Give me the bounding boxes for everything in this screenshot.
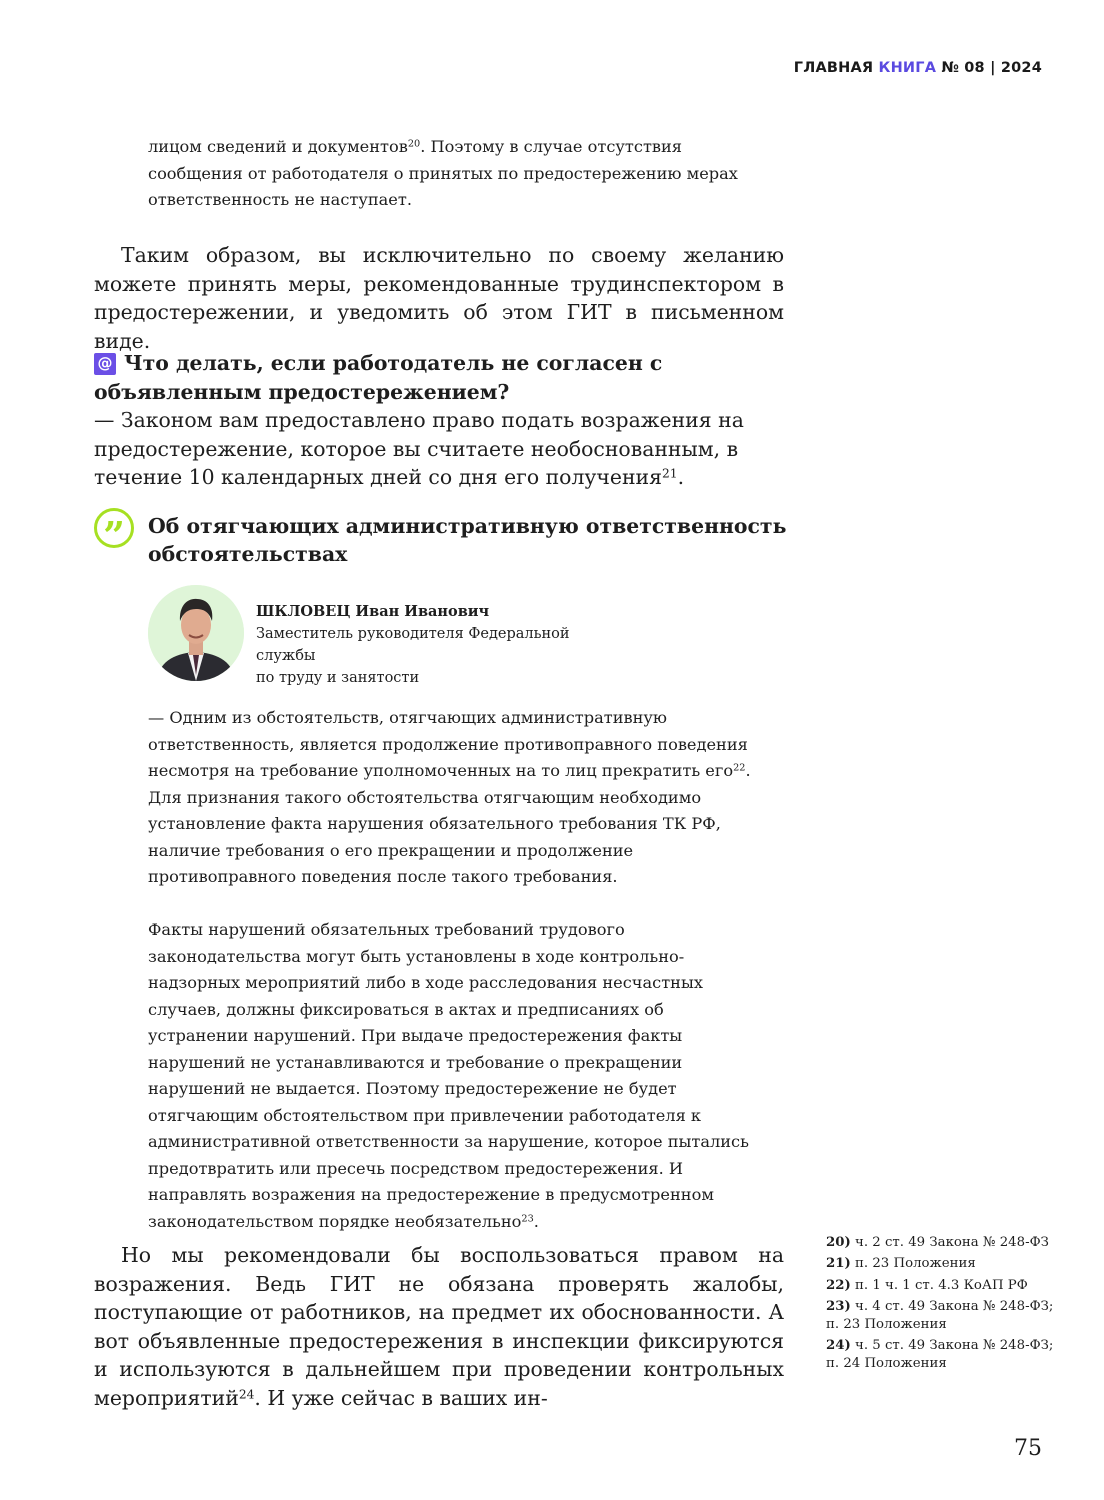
footnote-21: 21) п. 23 Положения <box>826 1256 976 1272</box>
footnote-ref-22[interactable]: 22 <box>733 762 746 774</box>
footnote-22: 22) п. 1 ч. 1 ст. 4.3 КоАП РФ <box>826 1277 1028 1293</box>
expert-quote <box>148 705 760 1235</box>
expert-quote-p2: Факты нарушений обязательных требований трудового законодательства могут быть установлены в ходе контрольно-надзорных мероприятий либо в ходе расследования несчастных случаев, должны фиксироваться в актах и предписаниях об устранении нарушений. При выдаче предостережения факты нарушений не устанавливаются и требование о прекращении нарушений не выдается. Поэтому предостережение не будет отягчающим обстоятельством при привлечении работодателя к административной ответственности за нарушение, которое пытались предотвратить или пресечь посредством предостережения. И направлять возражения на предостережение в предусмотренном законодательством порядке необязательно$^{23}$. <box>148 920 749 1231</box>
footnote-ref-24[interactable]: 24 <box>238 1386 255 1401</box>
paragraph-2: Но мы рекомендовали бы воспользоваться правом на возражения. Ведь ГИТ не обязана проверять жалобы, поступающие от работников, на предмет их обоснованности. А вот объявленные предостережения в инспекции фиксируются и используются в дальнейшем при проведении контрольных мероприятий$^{24}$. И уже сейчас в ваших ин- <box>94 1243 784 1410</box>
qa-block <box>94 349 784 492</box>
issue-number: № 08 | 2024 <box>941 60 1042 76</box>
page-number: 75 <box>1014 1436 1042 1461</box>
quote-icon: ” <box>94 508 134 548</box>
qa-question: @ Что делать, если работодатель не согласен с объявленным предостережением? <box>94 351 663 404</box>
footnotes <box>826 1234 1056 1376</box>
qa-answer: — Законом вам предоставлено право подать возражения на предостережение, которое вы считаете необоснованным, в течение 10 календарных дней со дня его получения$^{21}$. <box>94 408 744 489</box>
expert-role: Заместитель руководителя Федеральной службы по труду и занятости <box>256 626 570 686</box>
running-head <box>794 60 1042 76</box>
continued-quote: лицом сведений и документов$^{20}$. Поэтому в случае отсутствия сообщения от работодателя о принятых по предостережению мерах ответственность не наступает. <box>148 137 738 209</box>
at-icon: @ <box>94 353 116 375</box>
brand-part2: КНИГА <box>878 60 937 76</box>
footnote-ref-23[interactable]: 23 <box>521 1213 534 1225</box>
expert-name: ШКЛОВЕЦ Иван Иванович <box>256 603 490 620</box>
section-heading: Об отягчающих административную ответственность обстоятельствах <box>148 514 787 566</box>
footnote-24: 24) ч. 5 ст. 49 Закона № 248-ФЗ; п. 24 Положения <box>826 1338 1054 1372</box>
brand-part1: ГЛАВНАЯ <box>793 60 874 76</box>
footnote-23: 23) ч. 4 ст. 49 Закона № 248-ФЗ; п. 23 Положения <box>826 1298 1054 1332</box>
paragraph-1: Таким образом, вы исключительно по своему желанию можете принять меры, рекомендованные трудинспектором в предостережении, и уведомить об этом ГИТ в письменном виде. <box>94 243 784 353</box>
footnote-20: 20) ч. 2 ст. 49 Закона № 248-ФЗ <box>826 1235 1049 1250</box>
expert-portrait-icon <box>148 585 244 681</box>
expert-avatar <box>148 585 244 681</box>
expert-quote-p1: — Одним из обстоятельств, отягчающих административную ответственность, является продолжение противоправного поведения несмотря на требование уполномоченных на то лиц прекратить его$^{22}$. Для признания такого обстоятельства отягчающим необходимо установление факта нарушения обязательного требования ТК РФ, наличие требования о его прекращении и продолжение противоправного поведения после такого требования. <box>148 708 751 886</box>
footnote-ref-20[interactable]: 20 <box>407 138 421 150</box>
footnote-ref-21[interactable]: 21 <box>662 466 678 481</box>
